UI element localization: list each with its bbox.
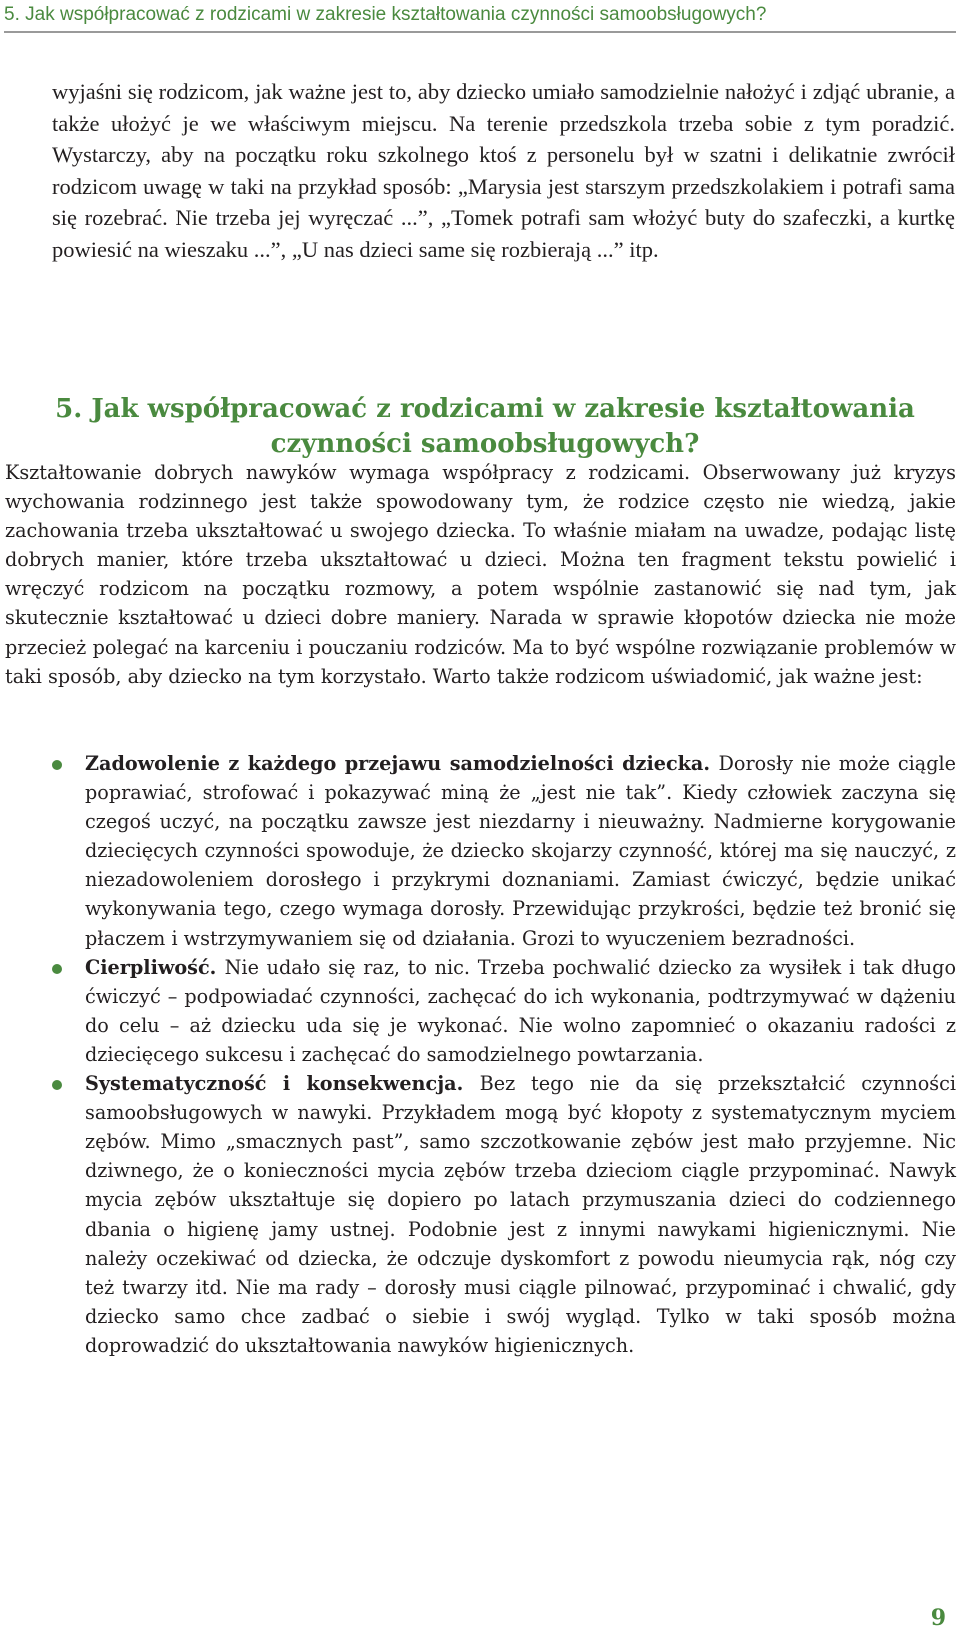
bullet-lead: Systematyczność i konsekwencja. (85, 1072, 480, 1096)
list-item (0, 953, 956, 1069)
bullet-list (0, 749, 956, 1360)
bullet-dot-icon (52, 964, 62, 974)
page-number: 9 (930, 1605, 946, 1631)
running-header: 5. Jak współpracować z rodzicami w zakresie kształtowania czynności samoobsługowych? (4, 4, 767, 25)
bullet-dot-icon (52, 1080, 62, 1090)
section-heading (20, 392, 950, 462)
bullet-text: Bez tego nie da się przekształcić czynności samoobsługowych w nawyki. Przykładem mogą być kłopoty z systematycznym myciem zębów. Mimo „smacznych past”, samo szczotkowanie zębów jest mało przyjemne. Nic dziwnego, że o konieczności mycia zębów trzeba dzieciom ciągle przypominać. Nawyk mycia zębów ukształtuje się dopiero po latach przymuszania dzieci do codziennego dbania o higienę jamy ustnej. Podobnie jest z innymi nawykami higienicznymi. Nie należy oczekiwać od dziecka, że odczuje dyskomfort z powodu nieumycia rąk, nóg czy też twarzy itd. Nie ma rady – dorosły musi ciągle pilnować, przypominać i chwalić, gdy dziecko samo chce zadbać o siebie i swój wygląd. Tylko w taki sposób można doprowadzić do ukształtowania nawyków higienicznych. (85, 1072, 957, 1357)
bullet-dot-icon (52, 760, 62, 770)
bullet-text: Dorosły nie może ciągle poprawiać, strofować i pokazywać miną że „jest nie tak”. Kiedy człowiek zaczyna się czegoś uczyć, na początku zawsze jest niezdarny i nieuważny. Nadmierne korygowanie dziecięcych czynności spowoduje, że dziecko skojarzy czynność, której ma się nauczyć, z niezadowoleniem dorosłego i przykrymi doznaniami. Zamiast ćwiczyć, będzie unikać wykonywania tego, czego wymaga dorosły. Przewidując przykrości, będzie też bronić się płaczem i wstrzymywaniem się od działania. Grozi to wyuczeniem bezradności. (85, 752, 956, 950)
section-body-paragraph: Kształtowanie dobrych nawyków wymaga współpracy z rodzicami. Obserwowany już kryzys wychowania rodzinnego jest także spowodowany tym, że rodzice często nie wiedzą, jakie zachowania trzeba ukształtować u swojego dziecka. To właśnie miałam na uwadze, podając listę dobrych manier, które trzeba ukształtować u dzieci. Można ten fragment tekstu powielić i wręczyć rodzicom na początku rozmowy, a potem wspólnie zastanowić się nad tym, jak skutecznie kształtować u dzieci dobre maniery. Narada w sprawie kłopotów dziecka nie może przecież polegać na karceniu i pouczaniu rodziców. Ma to być wspólne rozwiązanie problemów w taki sposób, aby dziecko na tym korzystało. Warto także rodzicom uświadomić, jak ważne jest: (5, 461, 956, 688)
list-item (0, 749, 956, 953)
section-heading-line-1: 5. Jak współpracować z rodzicami w zakresie kształtowania (55, 394, 915, 424)
intro-paragraph: wyjaśni się rodzicom, jak ważne jest to, aby dziecko umiało samodzielnie nałożyć i zdjąć ubranie, a także ułożyć je we właściwym miejscu. Na terenie przedszkola trzeba sobie z tym poradzić. Wystarczy, aby na początku roku szkolnego ktoś z personelu był w szatni i delikatnie zwrócił rodzicom uwagę w taki na przykład sposób: „Marysia jest starszym przedszkolakiem i potrafi sama się rozebrać. Nie trzeba jej wyręczać ...”, „Tomek potrafi sam włożyć buty do szafeczki, a kurtkę powiesić na wieszaku ...”, „U nas dzieci same się rozbierają ...” itp. (52, 79, 955, 262)
bullet-text: Nie udało się raz, to nic. Trzeba pochwalić dziecko za wysiłek i tak długo ćwiczyć – podpowiadać czynności, zachęcać do ich wykonania, podtrzymywać w dążeniu do celu – aż dziecku uda się je wykonać. Nie wolno zapomnieć o okazaniu radości z dziecięcego sukcesu i zachęcać do samodzielnego powtarzania. (85, 955, 956, 1066)
section-heading-line-2: czynności samoobsługowych? (270, 429, 700, 459)
list-item (0, 1069, 956, 1360)
header-divider (4, 31, 956, 33)
bullet-lead: Cierpliwość. (85, 955, 225, 979)
bullet-lead: Zadowolenie z każdego przejawu samodzielności dziecka. (85, 752, 719, 775)
